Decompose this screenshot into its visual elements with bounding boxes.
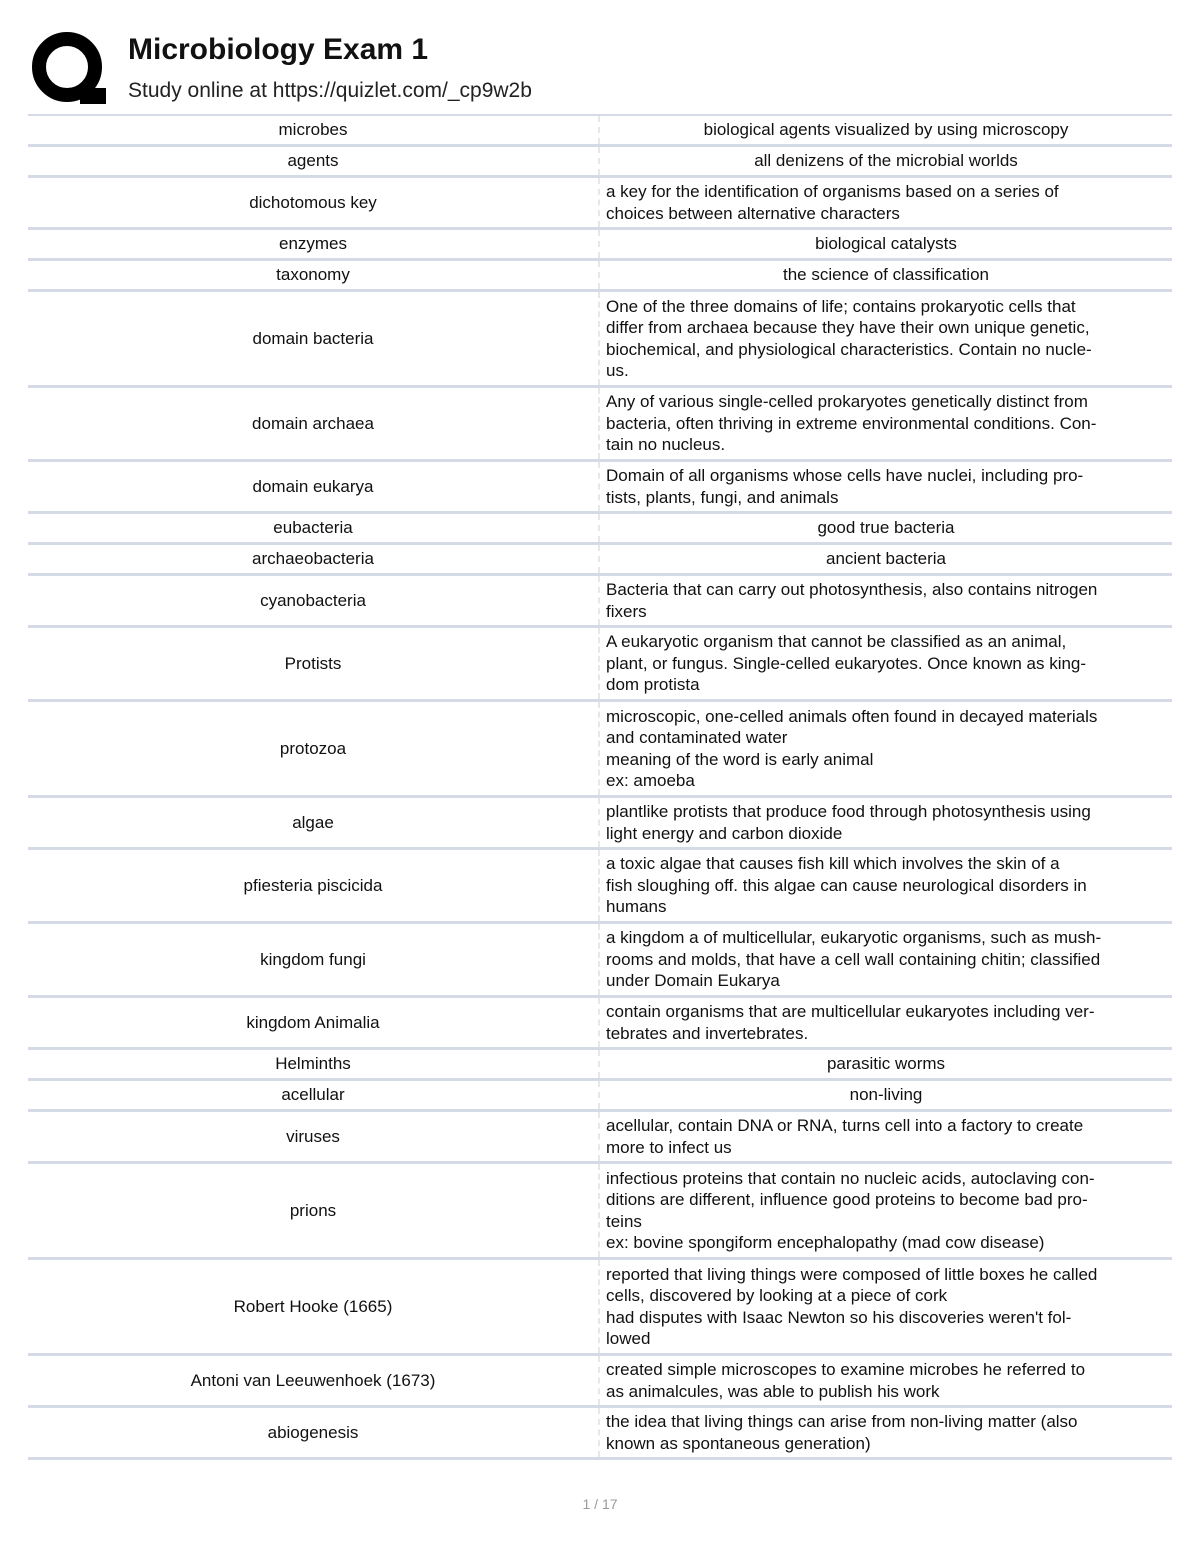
card-definition: a kingdom a of multicellular, eukaryotic organisms, such as mush- rooms and molds, that have a cell wall containing chitin; classified under Domain Eukarya bbox=[606, 928, 1102, 991]
card-definition: Domain of all organisms whose cells have nuclei, including pro- tists, plants, fungi, and animals bbox=[606, 466, 1084, 507]
flashcard-row bbox=[28, 116, 1172, 147]
flashcard-row bbox=[28, 514, 1172, 545]
card-definition: the idea that living things can arise from non-living matter (also known as spontaneous generation) bbox=[606, 1412, 1078, 1453]
card-definition-cell bbox=[600, 850, 1172, 921]
card-definition: acellular, contain DNA or RNA, turns cell into a factory to create more to infect us bbox=[606, 1116, 1084, 1157]
card-definition-cell bbox=[600, 798, 1172, 847]
study-online-link[interactable]: Study online at https://quizlet.com/_cp9w2b bbox=[128, 79, 532, 102]
card-term: Helminths bbox=[28, 1050, 600, 1078]
flashcard-row bbox=[28, 178, 1172, 230]
card-definition-cell bbox=[600, 998, 1172, 1047]
header bbox=[30, 28, 1170, 108]
card-definition-cell bbox=[600, 924, 1172, 995]
card-term: protozoa bbox=[28, 702, 600, 795]
card-term: acellular bbox=[28, 1081, 600, 1109]
flashcard-row bbox=[28, 147, 1172, 178]
card-definition: reported that living things were composed of little boxes he called cells, discovered by looking at a piece of cork had disputes with Isaac Newton so his discoveries weren't fol- lowed bbox=[606, 1264, 1098, 1348]
flashcard-row bbox=[28, 1408, 1172, 1460]
card-term: Protists bbox=[28, 628, 600, 699]
quizlet-logo-icon bbox=[30, 30, 108, 108]
card-definition-cell bbox=[600, 292, 1172, 385]
card-term: Robert Hooke (1665) bbox=[28, 1260, 600, 1353]
card-term: algae bbox=[28, 798, 600, 847]
card-definition: all denizens of the microbial worlds bbox=[754, 151, 1018, 171]
card-term: microbes bbox=[28, 116, 600, 144]
card-definition-cell bbox=[600, 628, 1172, 699]
flashcard-row bbox=[28, 292, 1172, 388]
card-term: abiogenesis bbox=[28, 1408, 600, 1457]
page-indicator: 1 / 17 bbox=[582, 1496, 618, 1512]
card-definition-cell bbox=[600, 1050, 1172, 1078]
flashcard-row bbox=[28, 576, 1172, 628]
card-definition: a key for the identification of organisms based on a series of choices between alternative characters bbox=[606, 182, 1059, 223]
card-definition-cell bbox=[600, 116, 1172, 144]
card-term: agents bbox=[28, 147, 600, 175]
card-term: enzymes bbox=[28, 230, 600, 258]
card-definition: Any of various single-celled prokaryotes genetically distinct from bacteria, often thriving in extreme environmental conditions. Con- tain no nucleus. bbox=[606, 392, 1097, 455]
card-term: viruses bbox=[28, 1112, 600, 1161]
card-definition-cell bbox=[600, 1081, 1172, 1109]
flashcard-row bbox=[28, 462, 1172, 514]
flashcard-row bbox=[28, 924, 1172, 998]
card-term: kingdom fungi bbox=[28, 924, 600, 995]
card-definition: ancient bacteria bbox=[825, 549, 947, 569]
card-term: domain eukarya bbox=[28, 462, 600, 511]
card-definition-cell bbox=[600, 1408, 1172, 1457]
card-definition-cell bbox=[600, 545, 1172, 573]
card-definition: parasitic worms bbox=[826, 1054, 946, 1074]
flashcard-row bbox=[28, 230, 1172, 261]
card-definition-cell bbox=[600, 147, 1172, 175]
card-definition-cell bbox=[600, 702, 1172, 795]
card-definition-cell bbox=[600, 1260, 1172, 1353]
card-definition-cell bbox=[600, 178, 1172, 227]
card-definition-cell bbox=[600, 1356, 1172, 1405]
flashcard-row bbox=[28, 388, 1172, 462]
flashcard-row bbox=[28, 628, 1172, 702]
flashcard-row bbox=[28, 545, 1172, 576]
card-definition: One of the three domains of life; contains prokaryotic cells that differ from archaea because they have their own unique genetic, biochemical, and physiological characteristics. Contain no nucle- us. bbox=[606, 296, 1092, 380]
page-title: Microbiology Exam 1 bbox=[128, 33, 429, 66]
card-term: prions bbox=[28, 1164, 600, 1257]
card-definition-cell bbox=[600, 1164, 1172, 1257]
card-definition-cell bbox=[600, 462, 1172, 511]
card-term: eubacteria bbox=[28, 514, 600, 542]
card-definition: contain organisms that are multicellular eukaryotes including ver- tebrates and invertebrates. bbox=[606, 1002, 1095, 1043]
flashcard-row bbox=[28, 1050, 1172, 1081]
card-definition-cell bbox=[600, 230, 1172, 258]
card-definition: infectious proteins that contain no nucleic acids, autoclaving con- ditions are different, influence good proteins to become bad pro- teins ex: bovine spongiform encephalopathy (mad cow disease) bbox=[606, 1168, 1095, 1252]
flashcard-row bbox=[28, 1112, 1172, 1164]
card-term: cyanobacteria bbox=[28, 576, 600, 625]
flashcard-row bbox=[28, 1081, 1172, 1112]
card-definition: good true bacteria bbox=[817, 518, 955, 538]
flashcard-row bbox=[28, 1164, 1172, 1260]
card-term: pfiesteria piscicida bbox=[28, 850, 600, 921]
flashcard-row bbox=[28, 798, 1172, 850]
card-definition: created simple microscopes to examine microbes he referred to as animalcules, was able to publish his work bbox=[606, 1360, 1086, 1401]
card-term: archaeobacteria bbox=[28, 545, 600, 573]
card-definition-cell bbox=[600, 1112, 1172, 1161]
card-term: kingdom Animalia bbox=[28, 998, 600, 1047]
card-term: dichotomous key bbox=[28, 178, 600, 227]
card-term: Antoni van Leeuwenhoek (1673) bbox=[28, 1356, 600, 1405]
flashcard-row bbox=[28, 998, 1172, 1050]
flashcard-row bbox=[28, 850, 1172, 924]
card-definition-cell bbox=[600, 576, 1172, 625]
card-definition: microscopic, one-celled animals often found in decayed materials and contaminated water meaning of the word is early animal ex: amoeba bbox=[606, 706, 1098, 790]
card-term: domain archaea bbox=[28, 388, 600, 459]
flashcard-row bbox=[28, 261, 1172, 292]
card-definition: A eukaryotic organism that cannot be classified as an animal, plant, or fungus. Single-celled eukaryotes. Once known as king- dom protista bbox=[606, 632, 1087, 695]
card-definition: Bacteria that can carry out photosynthesis, also contains nitrogen fixers bbox=[606, 580, 1098, 621]
flashcard-table bbox=[28, 114, 1172, 1460]
card-term: domain bacteria bbox=[28, 292, 600, 385]
flashcard-row bbox=[28, 1260, 1172, 1356]
card-definition: biological catalysts bbox=[815, 234, 957, 254]
card-definition-cell bbox=[600, 388, 1172, 459]
card-definition: biological agents visualized by using microscopy bbox=[703, 120, 1069, 140]
card-definition: a toxic algae that causes fish kill which involves the skin of a fish sloughing off. this algae can cause neurological disorders in humans bbox=[606, 854, 1087, 917]
card-definition: non-living bbox=[849, 1085, 923, 1105]
card-definition: the science of classification bbox=[783, 265, 989, 285]
flashcard-row bbox=[28, 1356, 1172, 1408]
card-definition-cell bbox=[600, 514, 1172, 542]
card-definition-cell bbox=[600, 261, 1172, 289]
card-term: taxonomy bbox=[28, 261, 600, 289]
card-definition: plantlike protists that produce food through photosynthesis using light energy and carbon dioxide bbox=[606, 802, 1091, 843]
flashcard-row bbox=[28, 702, 1172, 798]
